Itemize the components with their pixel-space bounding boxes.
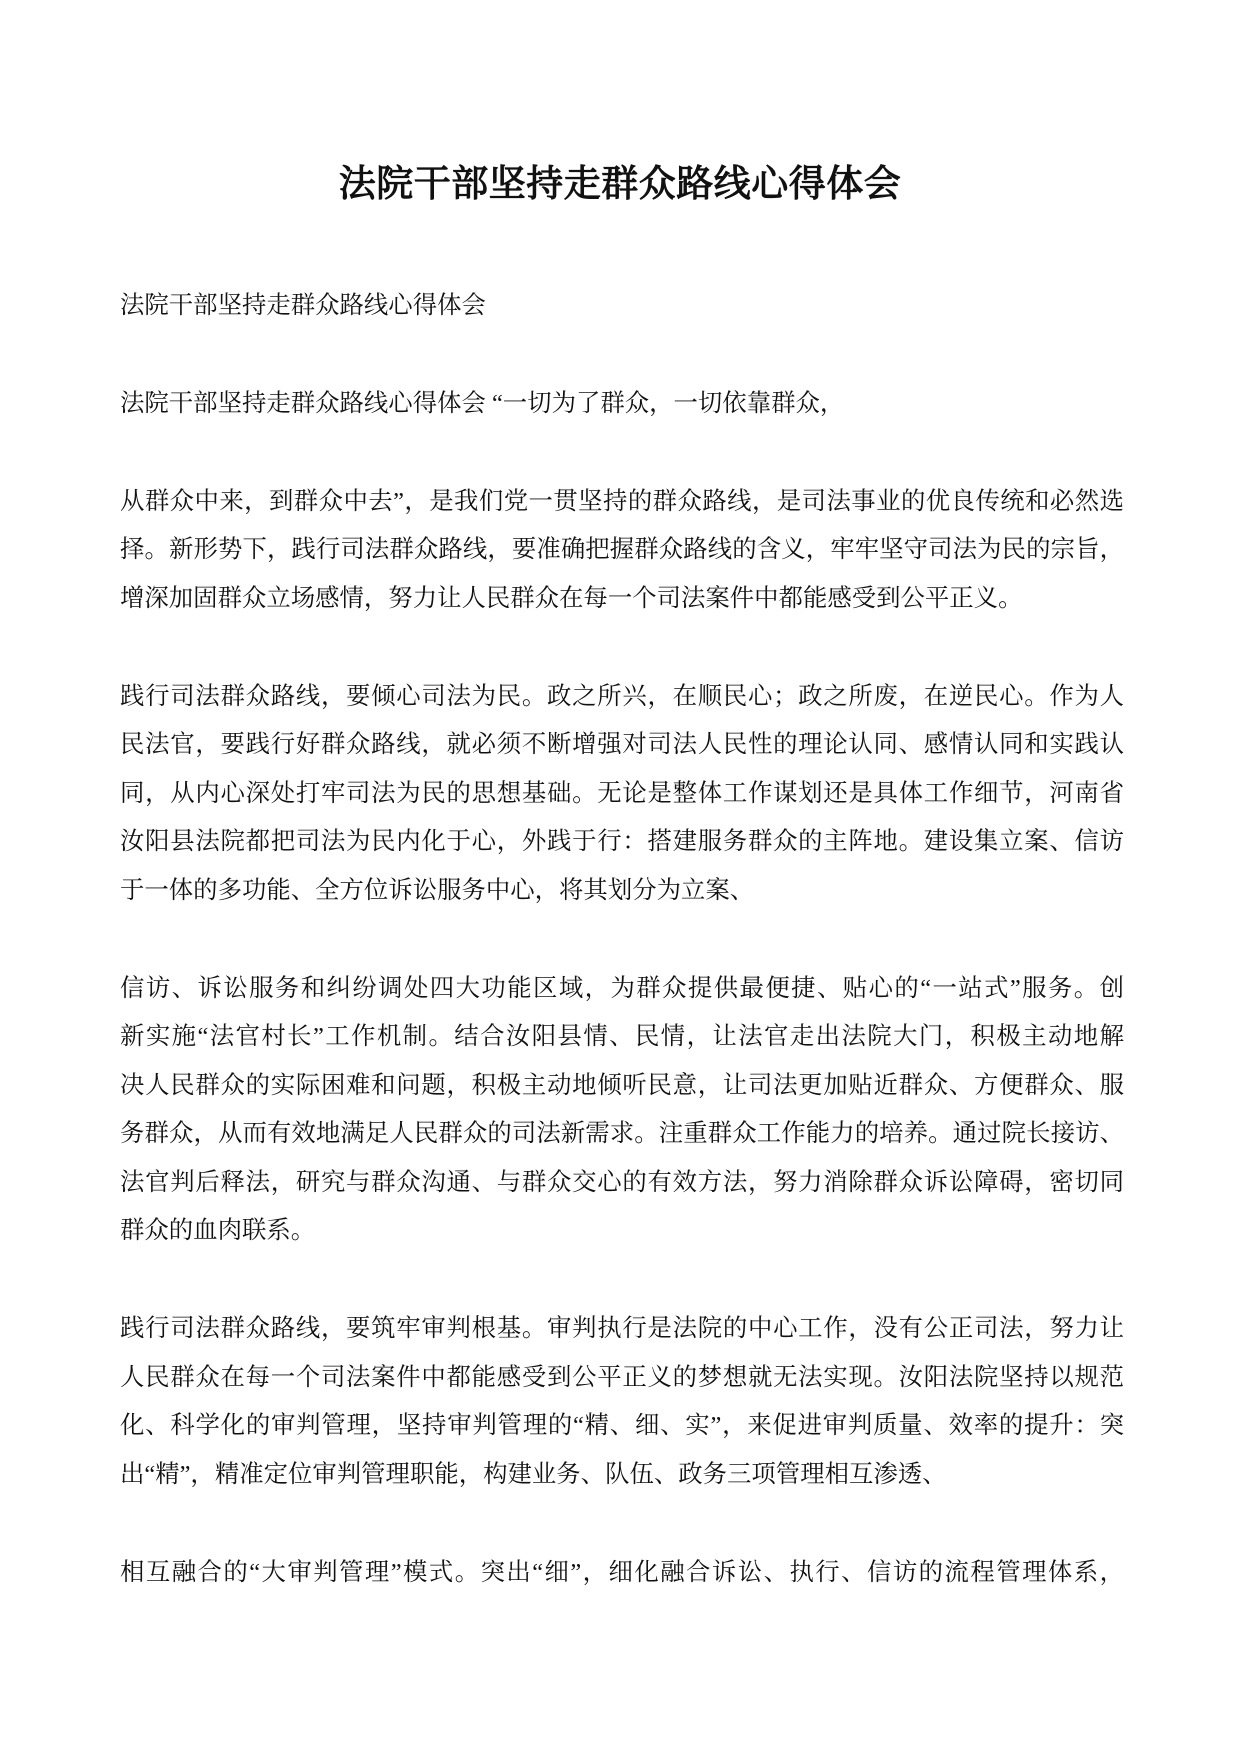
paragraph-line: 群众的血肉联系。 [120,1217,316,1244]
paragraph-line: 增深加固群众立场感情，努力让人民群众在每一个司法案件中都能感受到公平正义。 [120,585,1023,612]
paragraph-line: 相互融合的“大审判管理”模式。突出“细”，细化融合诉讼、执行、信访的流程管理体系， [120,1559,1124,1586]
paragraph-line: 汝阳县法院都把司法为民内化于心，外践于行：搭建服务群众的主阵地。建设集立案、信访 [120,828,1124,855]
paragraph-line: 民法官，要践行好群众路线，就必须不断增强对司法人民性的理论认同、感情认同和实践认 [120,731,1124,758]
paragraph-line: 践行司法群众路线，要倾心司法为民。政之所兴，在顺民心；政之所废，在逆民心。作为人 [120,683,1124,710]
document-title: 法院干部坚持走群众路线心得体会 [338,164,902,205]
paragraph-line: 同，从内心深处打牢司法为民的思想基础。无论是整体工作谋划还是具体工作细节，河南省 [120,780,1124,807]
paragraph-line: 务群众，从而有效地满足人民群众的司法新需求。注重群众工作能力的培养。通过院长接访、 [120,1120,1124,1147]
paragraph-line: 新实施“法官村长”工作机制。结合汝阳县情、民情，让法官走出法院大门，积极主动地解 [120,1023,1124,1050]
paragraph-line: 择。新形势下，践行司法群众路线，要准确把握群众路线的含义，牢牢坚守司法为民的宗旨， [120,536,1124,563]
paragraph-line: 化、科学化的审判管理，坚持审判管理的“精、细、实”，来促进审判质量、效率的提升：突 [120,1412,1124,1439]
paragraph-line: 法院干部坚持走群众路线心得体会 [120,292,486,319]
paragraph-line: 从群众中来，到群众中去”，是我们党一贯坚持的群众路线，是司法事业的优良传统和必然选 [120,488,1124,515]
paragraph-line: 践行司法群众路线，要筑牢审判根基。审判执行是法院的中心工作，没有公正司法，努力让 [120,1315,1124,1342]
paragraph-line: 决人民群众的实际困难和问题，积极主动地倾听民意，让司法更加贴近群众、方便群众、服 [120,1072,1124,1099]
paragraph-line: 法院干部坚持走群众路线心得体会 “一切为了群众，一切依靠群众， [120,390,845,417]
paragraph-line: 出“精”，精准定位审判管理职能，构建业务、队伍、政务三项管理相互渗透、 [120,1461,947,1488]
paragraph-line: 法官判后释法，研究与群众沟通、与群众交心的有效方法，努力消除群众诉讼障碍，密切同 [120,1169,1124,1196]
paragraph-line: 人民群众在每一个司法案件中都能感受到公平正义的梦想就无法实现。汝阳法院坚持以规范 [120,1364,1124,1391]
paragraph-line: 信访、诉讼服务和纠纷调处四大功能区域，为群众提供最便捷、贴心的“一站式”服务。创 [120,975,1124,1002]
paragraph-line: 于一体的多功能、全方位诉讼服务中心，将其划分为立案、 [120,877,755,904]
